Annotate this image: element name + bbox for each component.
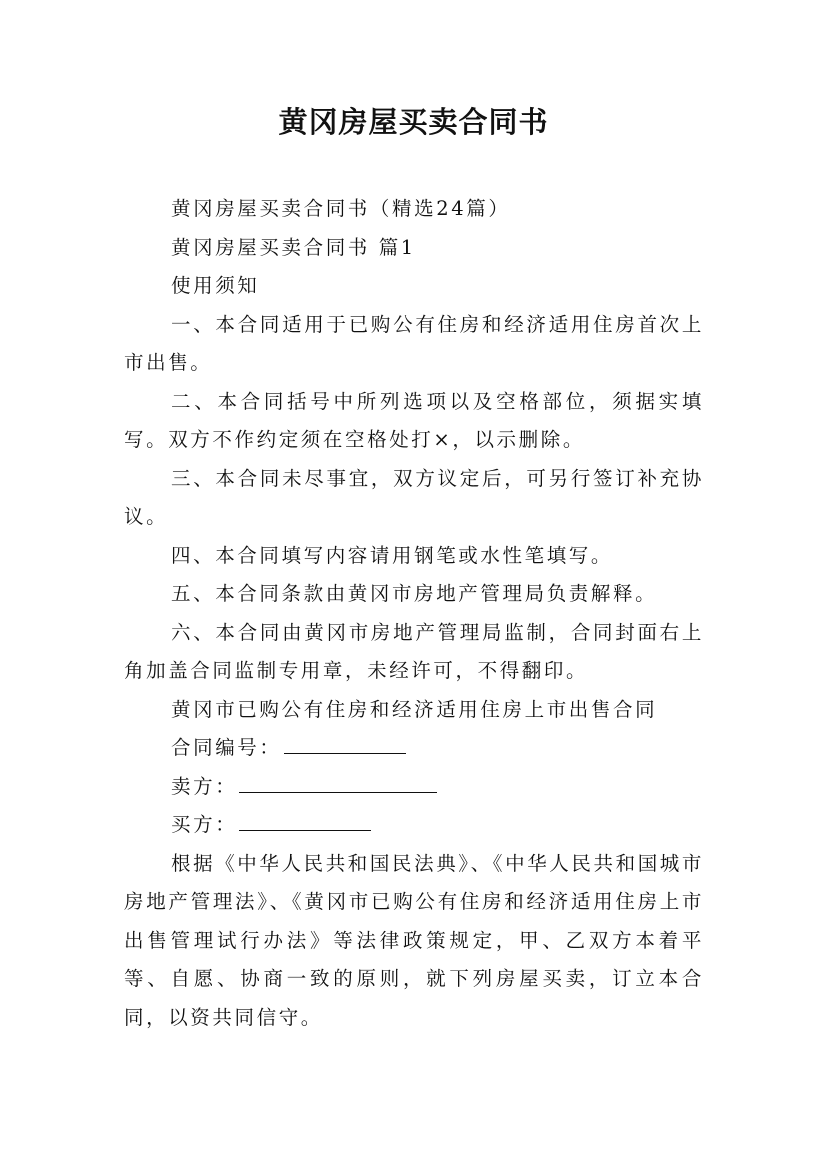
contract-name: 黄冈市已购公有住房和经济适用住房上市出售合同 [171, 697, 658, 721]
notice-item-2: 二、本合同括号中所列选项以及空格部位，须据实填写。双方不作约定须在空格处打×，以示删除。 [124, 389, 704, 451]
seller-line [124, 768, 704, 807]
notice-item-6: 六、本合同由黄冈市房地产管理局监制，合同封面右上角加盖合同监制专用章，未经许可，不得翻印。 [124, 620, 704, 682]
buyer-line [124, 806, 704, 845]
contract-no-label: 合同编号： [171, 736, 282, 759]
seller-label: 卖方： [171, 774, 238, 798]
contract-no-blank [284, 731, 406, 754]
contract-no-line [124, 729, 704, 768]
section-heading: 黄冈房屋买卖合同书 篇1 [171, 235, 416, 259]
notice-item-3: 三、本合同未尽事宜，双方议定后，可另行签订补充协议。 [124, 466, 704, 528]
seller-blank [239, 770, 437, 793]
document-title: 黄冈房屋买卖合同书 [278, 105, 549, 139]
notice-item-4: 四、本合同填写内容请用钢笔或水性笔填写。 [171, 543, 614, 567]
document-body [124, 190, 704, 1037]
notice-heading: 使用须知 [171, 274, 260, 297]
notice-item-1: 一、本合同适用于已购公有住房和经济适用住房首次上市出售。 [124, 312, 704, 374]
document-subtitle: 黄冈房屋买卖合同书（精选24篇） [171, 197, 511, 220]
buyer-blank [239, 808, 371, 831]
buyer-label: 买方： [171, 813, 238, 836]
preamble-paragraph: 根据《中华人民共和国民法典》、《中华人民共和国城市房地产管理法》、《黄冈市已购公有住房和经济适用住房上市出售管理试行办法》等法律政策规定，甲、乙双方本着平等、自愿、协商一致的原则，就下列房屋买卖，订立本合同，以资共同信守。 [124, 851, 705, 1029]
notice-item-5: 五、本合同条款由黄冈市房地产管理局负责解释。 [171, 582, 658, 605]
